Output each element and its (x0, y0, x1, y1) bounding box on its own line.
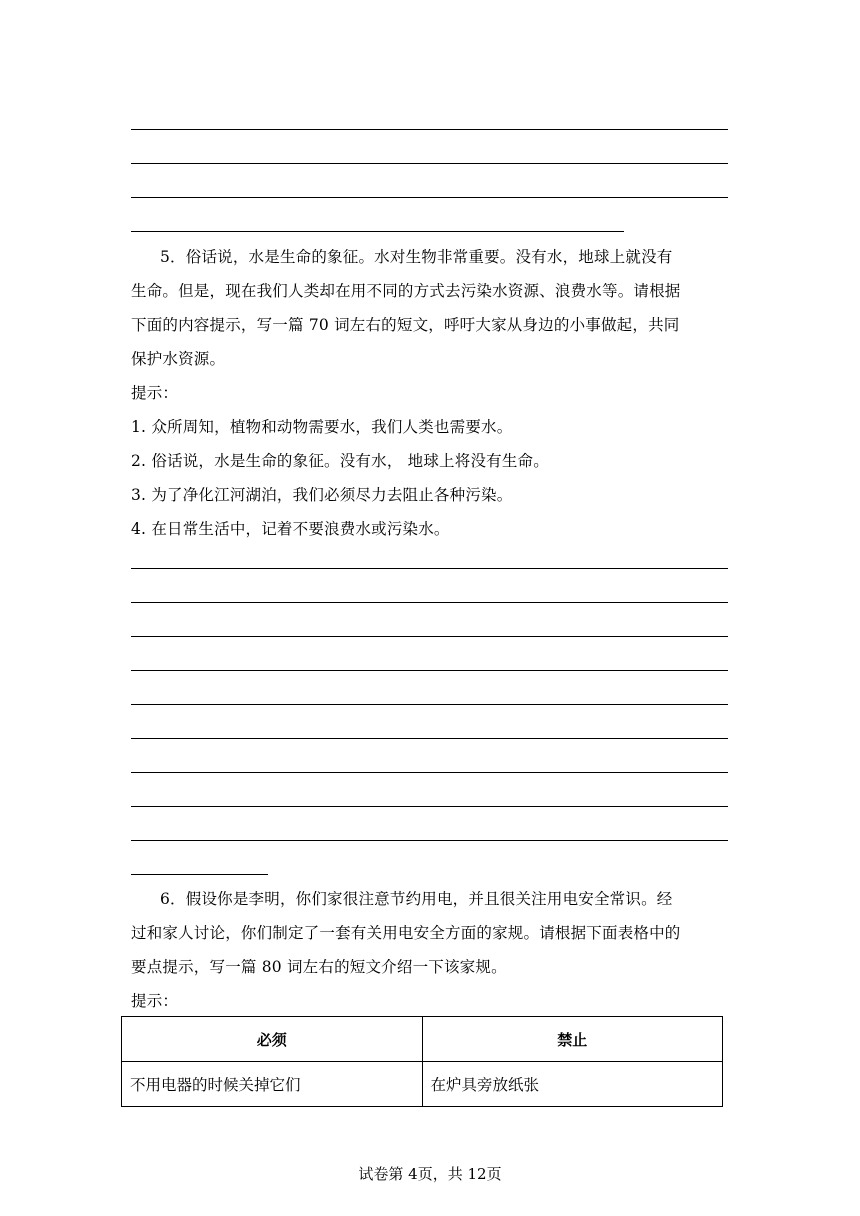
answer-line[interactable] (131, 840, 728, 841)
answer-line[interactable] (131, 568, 728, 569)
answer-line[interactable] (131, 129, 728, 130)
q5-hint-label: 提示： (131, 384, 179, 402)
answer-line[interactable] (131, 602, 728, 603)
q5-hint-item: 1. 众所周知，植物和动物需要水，我们人类也需要水。 (131, 418, 513, 436)
answer-line[interactable] (131, 197, 728, 198)
answer-line[interactable] (131, 772, 728, 773)
answer-line[interactable] (131, 670, 728, 671)
answer-line[interactable] (131, 231, 624, 232)
answer-line[interactable] (131, 636, 728, 637)
answer-line[interactable] (131, 704, 728, 705)
answer-line[interactable] (131, 874, 268, 875)
q5-prompt-line: 下面的内容提示，写一篇 70 词左右的短文，呼吁大家从身边的小事做起，共同 (131, 316, 680, 334)
q5-hint-item: 4. 在日常生活中，记着不要浪费水或污染水。 (131, 520, 450, 538)
rules-table (121, 1016, 723, 1107)
q5-prompt-line: 保护水资源。 (131, 350, 226, 368)
q5-hint-item: 3. 为了净化江河湖泊，我们必须尽力去阻止各种污染。 (131, 486, 513, 504)
table-header-forbidden: 禁止 (422, 1017, 723, 1062)
page-footer: 试卷第 4页，共 12页 (358, 1165, 502, 1183)
table-cell: 在炉具旁放纸张 (422, 1062, 723, 1107)
answer-line[interactable] (131, 806, 728, 807)
q6-prompt-line: 过和家人讨论，你们制定了一套有关用电安全方面的家规。请根据下面表格中的 (131, 924, 681, 942)
q5-prompt-line: 生命。但是，现在我们人类却在用不同的方式去污染水资源、浪费水等。请根据 (131, 282, 681, 300)
table-row (122, 1062, 723, 1107)
q6-prompt-line: 要点提示，写一篇 80 词左右的短文介绍一下该家规。 (131, 958, 507, 976)
q5-prompt-line: 5．俗话说，水是生命的象征。水对生物非常重要。没有水，地球上就没有 (160, 248, 673, 266)
q5-hint-item: 2. 俗话说，水是生命的象征。没有水， 地球上将没有生命。 (131, 452, 549, 470)
q6-prompt-line: 6．假设你是李明，你们家很注意节约用电，并且很关注用电安全常识。经 (160, 890, 673, 908)
q6-hint-label: 提示： (131, 992, 179, 1010)
answer-line[interactable] (131, 738, 728, 739)
answer-line[interactable] (131, 163, 728, 164)
table-header-row (122, 1017, 723, 1062)
table-cell: 不用电器的时候关掉它们 (122, 1062, 423, 1107)
table-header-must: 必须 (122, 1017, 423, 1062)
